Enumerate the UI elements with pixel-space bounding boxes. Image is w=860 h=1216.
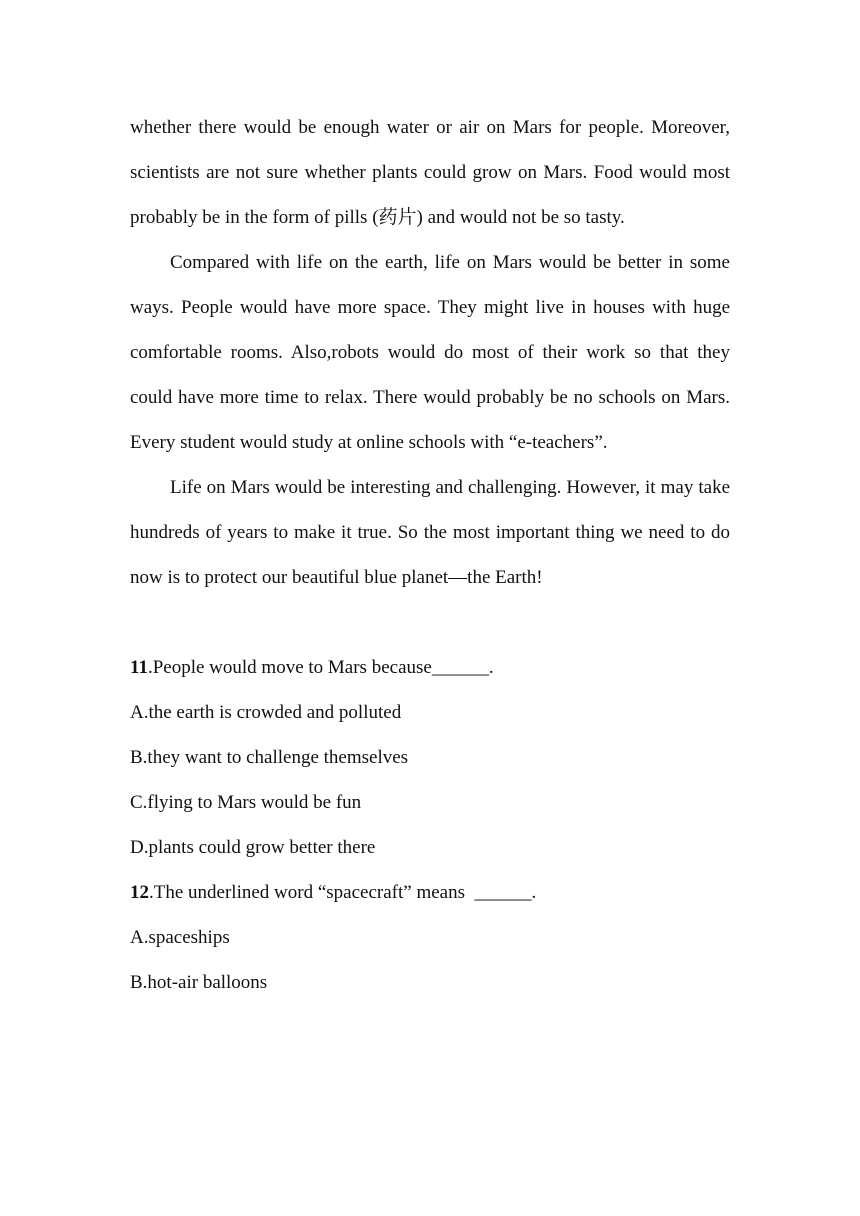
question-11 (130, 645, 730, 870)
section-spacer (130, 600, 730, 645)
question-stem (130, 645, 730, 690)
option-b: B.they want to challenge themselves (130, 747, 409, 768)
passage-paragraph-3: Life on Mars would be interesting and challenging. However, it may take hundreds of years to make it true. So the most important thing we need to do now is to protect our beautiful blue planet—the Earth! (130, 477, 730, 588)
option-a: A.the earth is crowded and polluted (130, 702, 402, 723)
passage-paragraph-1: whether there would be enough water or air on Mars for people. Moreover, scientists are not sure whether plants could grow on Mars. Food would most probably be in the form of pills (药片) and would not be so tasty. (130, 117, 730, 228)
option-b: B.hot-air balloons (130, 972, 268, 993)
document-page (130, 105, 730, 1005)
question-number: 12 (130, 882, 149, 903)
question-stem (130, 870, 730, 915)
question-text: .The underlined word “spacecraft” means ______. (149, 882, 537, 903)
reading-passage (130, 105, 730, 600)
option-a: A.spaceships (130, 927, 230, 948)
option-d: D.plants could grow better there (130, 837, 376, 858)
option-c: C.flying to Mars would be fun (130, 792, 362, 813)
question-text: .People would move to Mars because______. (147, 657, 494, 678)
question-number: 11 (130, 657, 148, 678)
passage-paragraph-2: Compared with life on the earth, life on Mars would be better in some ways. People would have more space. They might live in houses with huge comfortable rooms. Also,robots would do most of their work so that they could have more time to relax. There would probably be no schools on Mars. Every student would study at online schools with “e-teachers”. (130, 252, 730, 453)
question-12 (130, 870, 730, 1005)
